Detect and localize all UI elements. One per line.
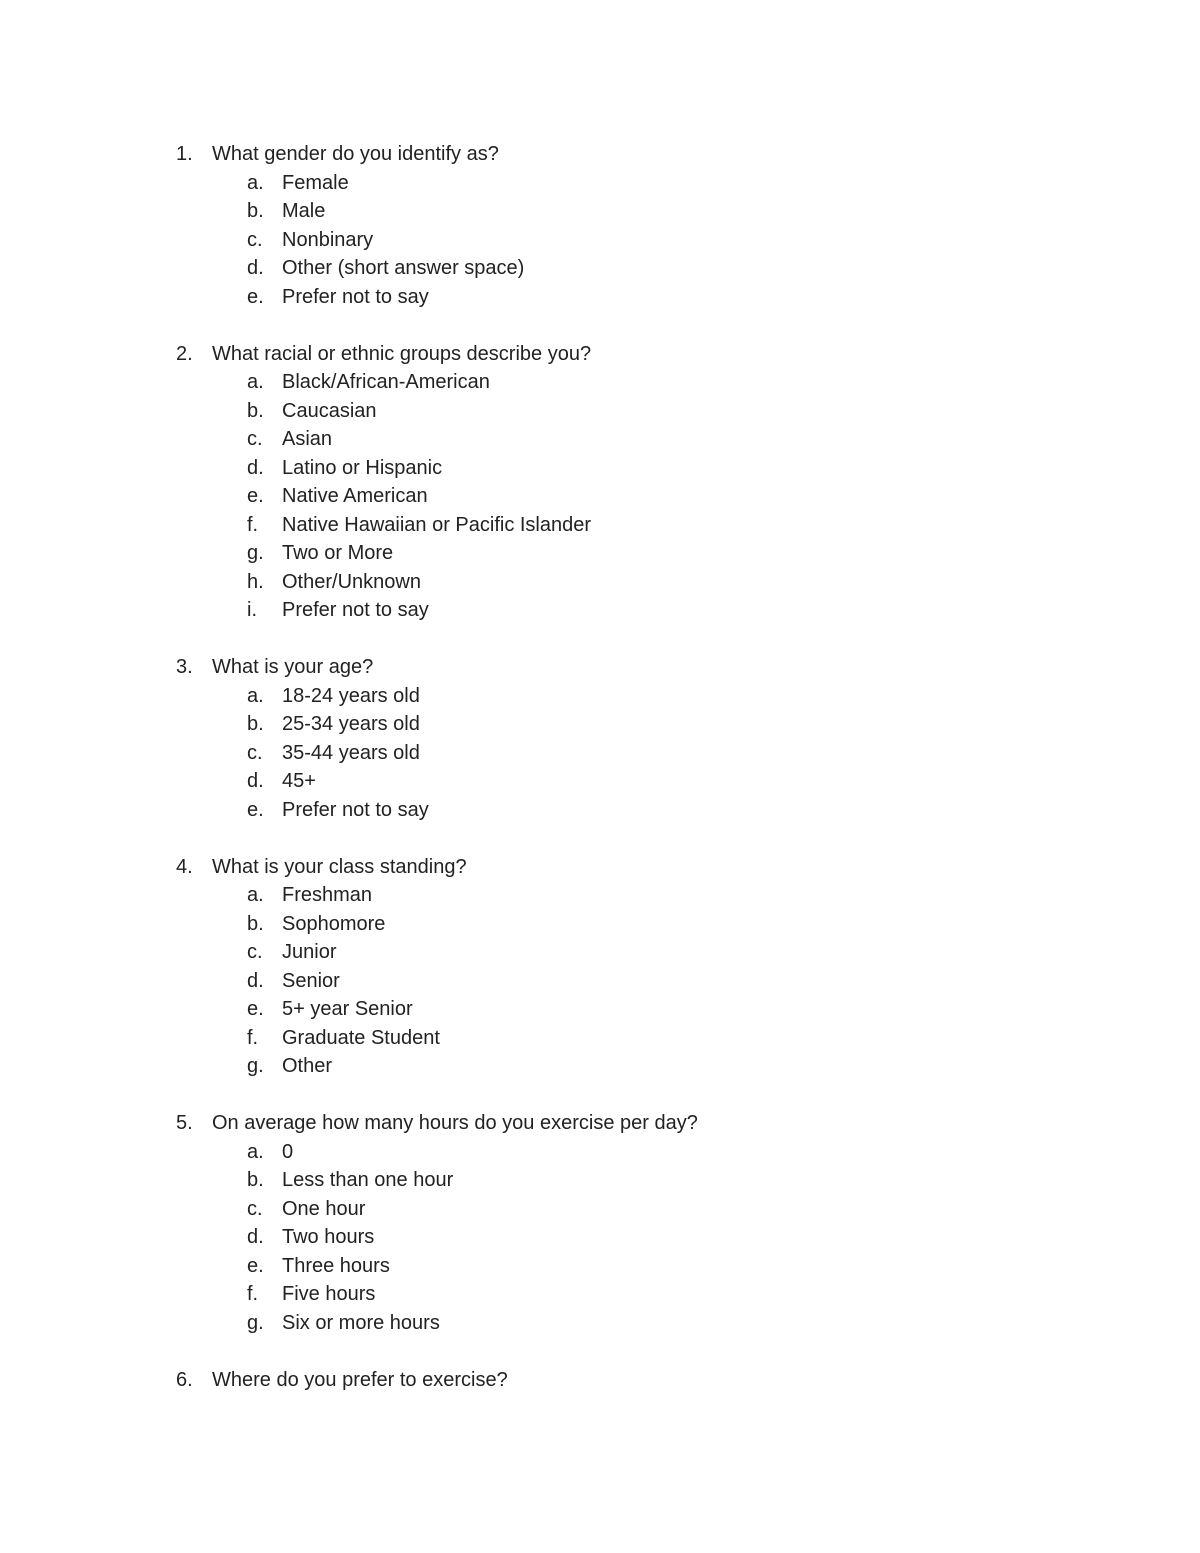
question-row	[176, 653, 1136, 682]
option-item	[176, 796, 1136, 825]
option-letter: c.	[247, 941, 263, 963]
option-letter: f.	[247, 1283, 259, 1305]
option-item	[176, 1138, 1136, 1167]
option-item	[176, 1052, 1136, 1081]
option-letter: e.	[247, 485, 264, 507]
option-letter: i.	[247, 599, 257, 621]
option-text: 18-24 years old	[282, 684, 420, 707]
option-letter: e.	[247, 1254, 264, 1277]
option-text: Other (short answer space)	[282, 257, 525, 279]
option-item	[176, 482, 1136, 511]
option-item	[176, 995, 1136, 1024]
option-item	[176, 1024, 1136, 1053]
question-number: 2.	[176, 342, 193, 365]
question-text: What gender do you identify as?	[212, 143, 499, 165]
option-item	[176, 226, 1136, 255]
option-letter: a.	[247, 1140, 264, 1163]
option-item	[176, 283, 1136, 312]
question-3	[176, 653, 1136, 824]
question-text: On average how many hours do you exercise per day?	[212, 1112, 698, 1134]
option-text: Prefer not to say	[282, 285, 429, 308]
option-item	[176, 169, 1136, 198]
option-letter: c.	[247, 228, 263, 251]
question-4	[176, 853, 1136, 1081]
option-item	[176, 710, 1136, 739]
option-item	[176, 682, 1136, 711]
option-letter: a.	[247, 684, 264, 707]
option-text: Five hours	[282, 1283, 376, 1305]
option-text: Two hours	[282, 1226, 375, 1248]
option-letter: d.	[247, 1226, 264, 1248]
option-letter: h.	[247, 570, 264, 593]
option-item	[176, 1309, 1136, 1338]
option-item	[176, 511, 1136, 540]
option-list	[176, 169, 1136, 312]
option-item	[176, 454, 1136, 483]
option-text: 45+	[282, 770, 316, 792]
option-text: Native American	[282, 485, 428, 507]
option-letter: a.	[247, 371, 264, 393]
option-letter: c.	[247, 428, 263, 450]
option-letter: f.	[247, 1026, 259, 1049]
question-number: 5.	[176, 1112, 193, 1134]
question-row	[176, 140, 1136, 169]
option-item	[176, 397, 1136, 426]
option-list	[176, 682, 1136, 825]
option-letter: b.	[247, 713, 264, 735]
question-row	[176, 1109, 1136, 1138]
option-letter: f.	[247, 513, 259, 536]
option-letter: b.	[247, 200, 264, 222]
option-item	[176, 1166, 1136, 1195]
option-text: Prefer not to say	[282, 798, 429, 821]
option-text: Other/Unknown	[282, 570, 421, 593]
question-list	[176, 140, 1136, 1423]
option-letter: d.	[247, 456, 264, 479]
option-item	[176, 1223, 1136, 1252]
option-letter: c.	[247, 1197, 263, 1220]
question-row	[176, 1366, 1136, 1395]
option-item	[176, 368, 1136, 397]
option-letter: e.	[247, 798, 264, 821]
option-letter: a.	[247, 884, 264, 906]
option-letter: b.	[247, 912, 264, 935]
option-text: One hour	[282, 1197, 366, 1220]
option-text: Graduate Student	[282, 1026, 440, 1049]
option-item	[176, 1252, 1136, 1281]
question-5	[176, 1109, 1136, 1337]
option-item	[176, 254, 1136, 283]
option-item	[176, 1195, 1136, 1224]
option-letter: g.	[247, 542, 264, 564]
option-letter: d.	[247, 770, 264, 792]
question-number: 6.	[176, 1368, 193, 1391]
option-text: 5+ year Senior	[282, 998, 413, 1020]
option-letter: c.	[247, 741, 263, 764]
option-list	[176, 881, 1136, 1081]
option-item	[176, 739, 1136, 768]
question-number: 4.	[176, 855, 193, 878]
option-list	[176, 368, 1136, 625]
question-text: What racial or ethnic groups describe you?	[212, 342, 592, 365]
question-number: 3.	[176, 656, 193, 678]
option-letter: e.	[247, 998, 264, 1020]
question-row	[176, 340, 1136, 369]
option-letter: g.	[247, 1311, 264, 1334]
option-item	[176, 910, 1136, 939]
option-item	[176, 539, 1136, 568]
option-text: Junior	[282, 941, 337, 963]
option-text: Nonbinary	[282, 228, 374, 251]
option-text: Three hours	[282, 1254, 390, 1277]
option-text: Black/African-American	[282, 371, 490, 393]
option-text: 35-44 years old	[282, 741, 420, 764]
option-text: 0	[282, 1140, 294, 1163]
question-row	[176, 853, 1136, 882]
option-text: Freshman	[282, 884, 373, 906]
option-text: Asian	[282, 428, 333, 450]
option-letter: b.	[247, 1169, 264, 1191]
question-6	[176, 1366, 1136, 1395]
option-letter: e.	[247, 285, 264, 308]
option-letter: d.	[247, 969, 264, 992]
question-text: What is your age?	[212, 656, 374, 678]
question-1	[176, 140, 1136, 311]
question-number: 1.	[176, 143, 193, 165]
option-letter: a.	[247, 171, 264, 194]
option-text: Other	[282, 1055, 333, 1077]
option-item	[176, 197, 1136, 226]
option-letter: d.	[247, 257, 264, 279]
option-item	[176, 425, 1136, 454]
option-text: Less than one hour	[282, 1169, 454, 1191]
option-text: Latino or Hispanic	[282, 456, 443, 479]
option-item	[176, 881, 1136, 910]
option-list	[176, 1138, 1136, 1338]
question-2	[176, 340, 1136, 625]
option-text: Two or More	[282, 542, 394, 564]
option-text: Six or more hours	[282, 1311, 440, 1334]
option-item	[176, 967, 1136, 996]
option-item	[176, 767, 1136, 796]
option-text: 25-34 years old	[282, 713, 420, 735]
option-letter: g.	[247, 1055, 264, 1077]
option-letter: b.	[247, 399, 264, 422]
option-text: Caucasian	[282, 399, 377, 422]
option-text: Native Hawaiian or Pacific Islander	[282, 513, 592, 536]
option-text: Senior	[282, 969, 340, 992]
option-item	[176, 596, 1136, 625]
option-text: Male	[282, 200, 326, 222]
option-text: Prefer not to say	[282, 599, 429, 621]
option-text: Sophomore	[282, 912, 386, 935]
option-item	[176, 568, 1136, 597]
option-item	[176, 1280, 1136, 1309]
option-item	[176, 938, 1136, 967]
option-text: Female	[282, 171, 349, 194]
question-text: Where do you prefer to exercise?	[212, 1368, 508, 1391]
question-text: What is your class standing?	[212, 855, 467, 878]
